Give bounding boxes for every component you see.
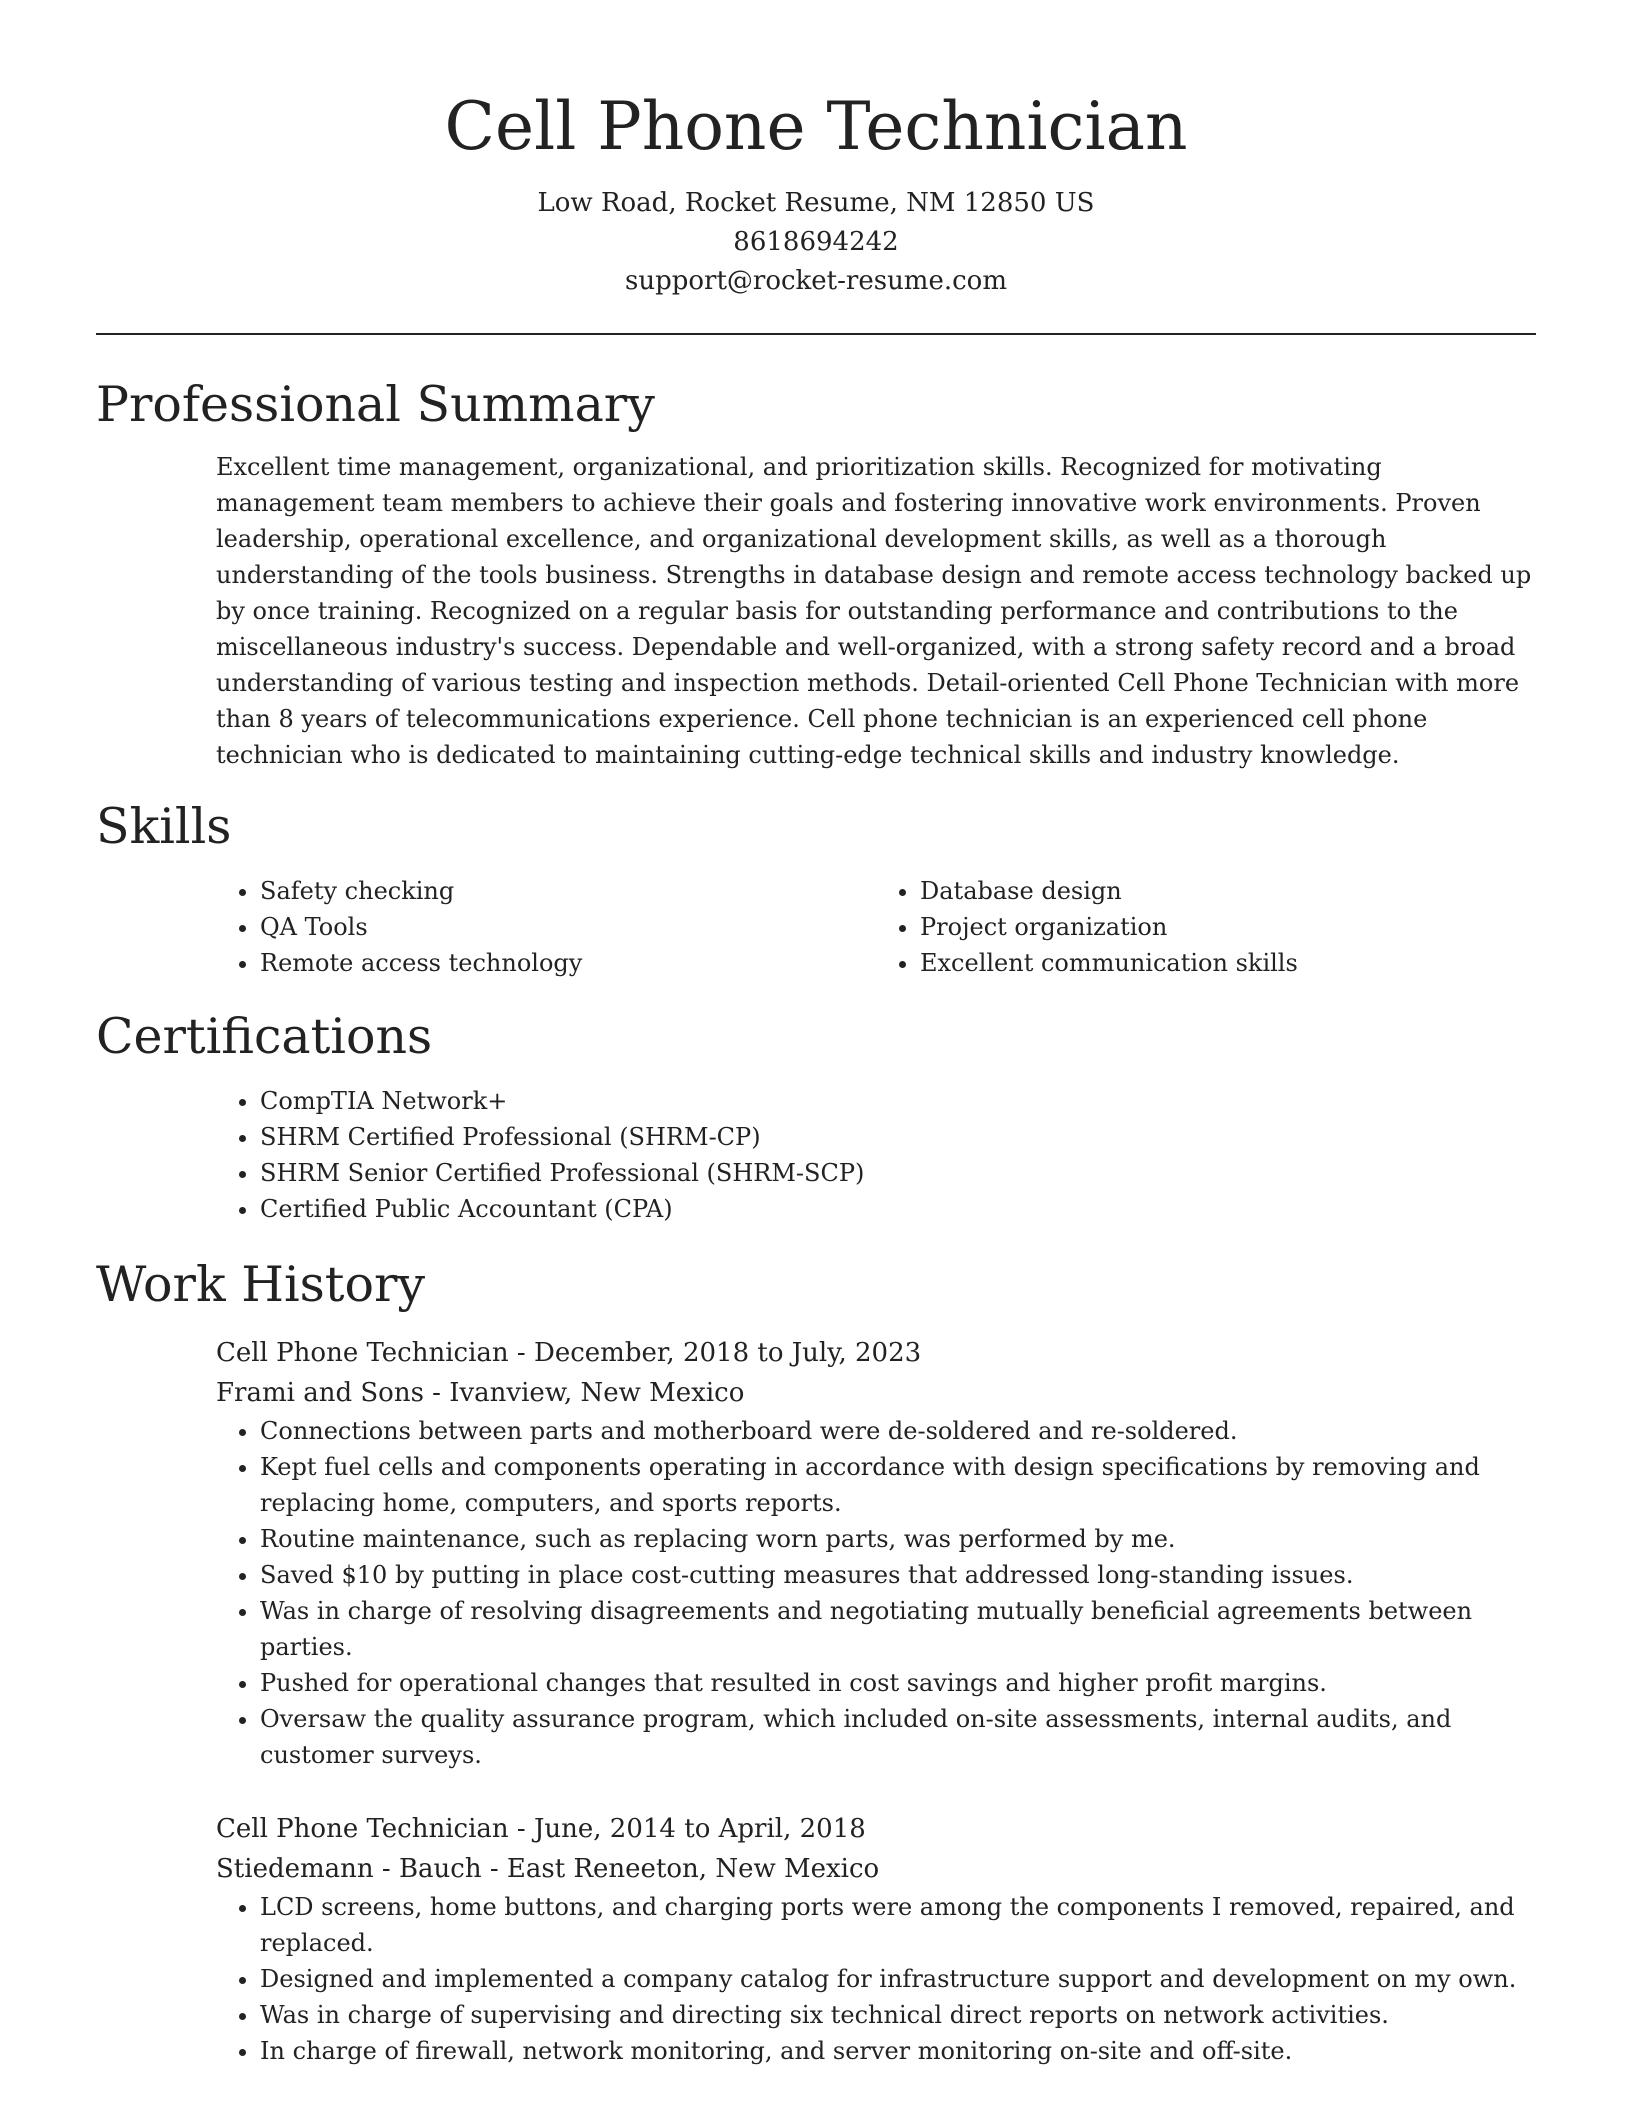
- summary-heading: Professional Summary: [96, 376, 655, 433]
- job-duty-item: • Designed and implemented a company catalog for infrastructure support and development on my own.: [260, 1961, 1536, 1997]
- header-divider: [96, 333, 1536, 335]
- certifications-heading: Certifications: [96, 1008, 433, 1065]
- job-duty-item: • Routine maintenance, such as replacing worn parts, was performed by me.: [260, 1521, 1536, 1557]
- skill-item: • QA Tools: [260, 909, 876, 945]
- certifications-list: [216, 1083, 1536, 1227]
- skill-item: • Project organization: [920, 909, 1536, 945]
- job-duty-item: • Kept fuel cells and components operating in accordance with design specifications by removing and replacing home, computers, and sports reports.: [260, 1449, 1536, 1521]
- certification-item: • SHRM Senior Certified Professional (SHRM-SCP): [260, 1155, 1536, 1191]
- certification-item: • SHRM Certified Professional (SHRM-CP): [260, 1119, 1536, 1155]
- contact-info: [96, 184, 1536, 301]
- job-duties: [216, 1413, 1536, 1773]
- job-duty-item: • Was in charge of resolving disagreements and negotiating mutually beneficial agreements between parties.: [260, 1593, 1536, 1665]
- job-duty-item: • Oversaw the quality assurance program, which included on-site assessments, internal audits, and customer surveys.: [260, 1701, 1536, 1773]
- job-entry: [216, 1809, 1536, 2069]
- summary-text: Excellent time management, organizational, and prioritization skills. Recognized for motivating management team members to achieve their goals and fostering innovative work environments. Proven leadership, operational excellence, and organizational development skills, as well as a thorough understanding of the tools business. Strengths in database design and remote access technology backed up by once training. Recognized on a regular basis for outstanding performance and contributions to the miscellaneous industry's success. Dependable and well-organized, with a strong safety record and a broad understanding of various testing and inspection methods. Detail-oriented Cell Phone Technician with more than 8 years of telecommunications experience. Cell phone technician is an experienced cell phone technician who is dedicated to maintaining cutting-edge technical skills and industry knowledge.: [216, 453, 1532, 769]
- job-duty-item: • Saved $10 by putting in place cost-cutting measures that addressed long-standing issues.: [260, 1557, 1536, 1593]
- job-entry: [216, 1333, 1536, 1773]
- resume-page: [96, 0, 1536, 2069]
- job-company-location: Frami and Sons - Ivanview, New Mexico: [216, 1378, 745, 1408]
- job-duty-item: • Was in charge of supervising and directing six technical direct reports on network activities.: [260, 1997, 1536, 2033]
- skill-item: • Excellent communication skills: [920, 945, 1536, 981]
- job-title-dates: Cell Phone Technician - June, 2014 to April, 2018: [216, 1814, 866, 1844]
- skills-heading: Skills: [96, 798, 232, 855]
- job-company-location: Stiedemann - Bauch - East Reneeton, New Mexico: [216, 1854, 880, 1884]
- job-duty-item: • Connections between parts and motherboard were de-soldered and re-soldered.: [260, 1413, 1536, 1449]
- skills-list: [216, 873, 1536, 981]
- skills-column-right: [876, 873, 1536, 981]
- work-history-heading: Work History: [96, 1256, 426, 1313]
- job-duty-item: • In charge of firewall, network monitoring, and server monitoring on-site and off-site.: [260, 2033, 1536, 2069]
- skill-item: • Remote access technology: [260, 945, 876, 981]
- job-title-dates: Cell Phone Technician - December, 2018 to July, 2023: [216, 1338, 922, 1368]
- candidate-name: Cell Phone Technician: [444, 88, 1188, 165]
- phone-number: 8618694242: [733, 227, 899, 257]
- job-duty-item: • Pushed for operational changes that resulted in cost savings and higher profit margins.: [260, 1665, 1536, 1701]
- certification-item: • Certified Public Accountant (CPA): [260, 1191, 1536, 1227]
- job-duty-item: • LCD screens, home buttons, and charging ports were among the components I removed, repaired, and replaced.: [260, 1889, 1536, 1961]
- skill-item: • Safety checking: [260, 873, 876, 909]
- skill-item: • Database design: [920, 873, 1536, 909]
- resume-header: [96, 0, 1536, 301]
- job-duties: [216, 1889, 1536, 2069]
- email-address: support@rocket-resume.com: [624, 266, 1007, 296]
- skills-column-left: [216, 873, 876, 981]
- address: Low Road, Rocket Resume, NM 12850 US: [537, 188, 1095, 218]
- certification-item: • CompTIA Network+: [260, 1083, 1536, 1119]
